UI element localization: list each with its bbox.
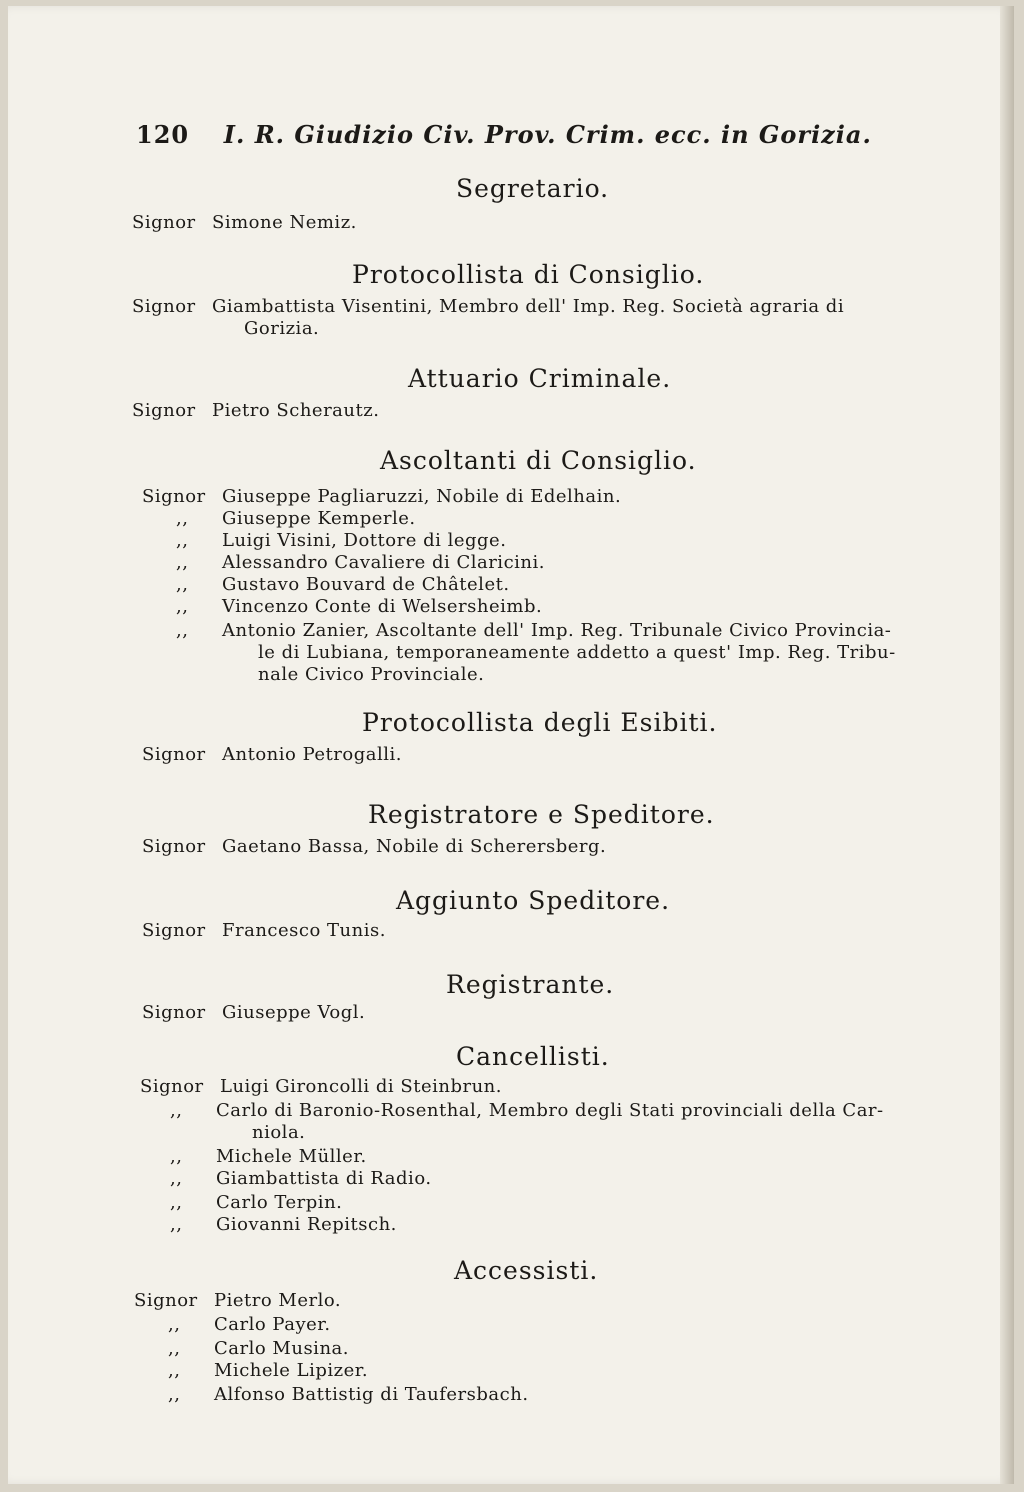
ditto-mark: ,, <box>176 596 189 617</box>
section-heading-ascoltanti: Ascoltanti di Consiglio. <box>380 446 697 475</box>
ditto-mark: ,, <box>176 574 189 595</box>
entry-text: Giuseppe Vogl. <box>222 1002 366 1023</box>
entry-line <box>132 400 379 421</box>
entry-prefix: Signor <box>142 920 206 941</box>
entry-text: Giuseppe Pagliaruzzi, Nobile di Edelhain. <box>222 486 622 507</box>
entry-continuation: nale Civico Provinciale. <box>258 664 485 685</box>
ditto-mark: ,, <box>168 1338 181 1359</box>
entry-text: Pietro Merlo. <box>214 1290 342 1311</box>
section-heading-segretario: Segretario. <box>456 174 610 203</box>
section-heading-registrante: Registrante. <box>446 970 615 999</box>
entry-text: Giuseppe Kemperle. <box>222 508 416 529</box>
section-heading-attuario: Attuario Criminale. <box>408 364 672 393</box>
entry-line <box>134 1314 331 1335</box>
ditto-mark: ,, <box>170 1100 183 1121</box>
entry-text: Carlo Terpin. <box>216 1192 343 1213</box>
entry-text: Michele Müller. <box>216 1146 367 1167</box>
section-heading-registratore: Registratore e Speditore. <box>368 800 715 829</box>
page-number: 120 <box>136 120 190 149</box>
entry-text: Alfonso Battistig di Taufersbach. <box>214 1384 529 1405</box>
entry-line <box>142 620 891 641</box>
entry-text: Luigi Gironcolli di Steinbrun. <box>220 1076 502 1097</box>
ditto-mark: ,, <box>176 620 189 641</box>
entry-line <box>134 1338 349 1359</box>
entry-continuation: niola. <box>252 1122 306 1143</box>
ditto-mark: ,, <box>168 1384 181 1405</box>
entry-text: Michele Lipizer. <box>214 1360 369 1381</box>
entry-line <box>136 1214 397 1235</box>
page-spine-shadow <box>1000 6 1014 1484</box>
ditto-mark: ,, <box>170 1214 183 1235</box>
entry-text: Giovanni Repitsch. <box>216 1214 397 1235</box>
entry-text: Carlo di Baronio-Rosenthal, Membro degli Stati provinciali della Car- <box>216 1100 884 1121</box>
entry-line <box>134 1384 529 1405</box>
entry-line <box>136 1146 367 1167</box>
entry-line <box>142 486 621 507</box>
entry-line <box>142 1002 365 1023</box>
running-title: I. R. Giudizio Civ. Prov. Crim. ecc. in Gorizia. <box>223 120 872 149</box>
entry-continuation: le di Lubiana, temporaneamente addetto a quest' Imp. Reg. Tribu- <box>258 642 896 663</box>
ditto-mark: ,, <box>170 1168 183 1189</box>
entry-text: Giambattista Visentini, Membro dell' Imp. Reg. Società agraria di <box>212 296 845 317</box>
ditto-mark: ,, <box>176 552 189 573</box>
entry-text: Pietro Scherautz. <box>212 400 380 421</box>
entry-prefix: Signor <box>142 486 206 507</box>
ditto-mark: ,, <box>176 508 189 529</box>
entry-prefix: Signor <box>142 744 206 765</box>
entry-text: Gaetano Bassa, Nobile di Scherersberg. <box>222 836 607 857</box>
entry-prefix: Signor <box>142 1002 206 1023</box>
entry-line <box>142 744 402 765</box>
book-page <box>8 6 1014 1484</box>
entry-line <box>132 296 844 317</box>
section-heading-accessisti: Accessisti. <box>454 1256 599 1285</box>
section-heading-aggiunto-speditore: Aggiunto Speditore. <box>396 886 671 915</box>
entry-text: Vincenzo Conte di Welsersheimb. <box>222 596 543 617</box>
entry-line <box>140 1076 502 1097</box>
ditto-mark: ,, <box>176 530 189 551</box>
entry-prefix: Signor <box>132 296 196 317</box>
entry-line <box>134 1290 341 1311</box>
entry-text: Giambattista di Radio. <box>216 1168 432 1189</box>
entry-text: Antonio Zanier, Ascoltante dell' Imp. Reg. Tribunale Civico Provincia- <box>222 620 892 641</box>
entry-line <box>136 1168 432 1189</box>
entry-continuation: Gorizia. <box>244 318 320 339</box>
entry-text: Carlo Payer. <box>214 1314 331 1335</box>
entry-line <box>142 920 386 941</box>
entry-line <box>132 212 357 233</box>
entry-line <box>136 1100 884 1121</box>
entry-text: Simone Nemiz. <box>212 212 357 233</box>
entry-prefix: Signor <box>134 1290 198 1311</box>
ditto-mark: ,, <box>170 1146 183 1167</box>
entry-line <box>134 1360 368 1381</box>
entry-line <box>142 508 416 529</box>
running-head <box>136 120 896 149</box>
entry-line <box>142 530 506 551</box>
section-heading-protocollista-esibiti: Protocollista degli Esibiti. <box>362 708 718 737</box>
ditto-mark: ,, <box>168 1314 181 1335</box>
entry-prefix: Signor <box>140 1076 204 1097</box>
ditto-mark: ,, <box>170 1192 183 1213</box>
entry-text: Gustavo Bouvard de Châtelet. <box>222 574 510 595</box>
entry-text: Francesco Tunis. <box>222 920 386 941</box>
entry-text: Luigi Visini, Dottore di legge. <box>222 530 507 551</box>
entry-line <box>142 574 510 595</box>
ditto-mark: ,, <box>168 1360 181 1381</box>
section-heading-cancellisti: Cancellisti. <box>456 1042 610 1071</box>
entry-text: Alessandro Cavaliere di Claricini. <box>222 552 545 573</box>
entry-line <box>142 596 542 617</box>
entry-line <box>142 836 606 857</box>
entry-line <box>136 1192 342 1213</box>
entry-prefix: Signor <box>132 212 196 233</box>
section-heading-protocollista-consiglio: Protocollista di Consiglio. <box>352 260 705 289</box>
entry-text: Antonio Petrogalli. <box>222 744 402 765</box>
entry-prefix: Signor <box>132 400 196 421</box>
entry-text: Carlo Musina. <box>214 1338 349 1359</box>
entry-prefix: Signor <box>142 836 206 857</box>
entry-line <box>142 552 545 573</box>
